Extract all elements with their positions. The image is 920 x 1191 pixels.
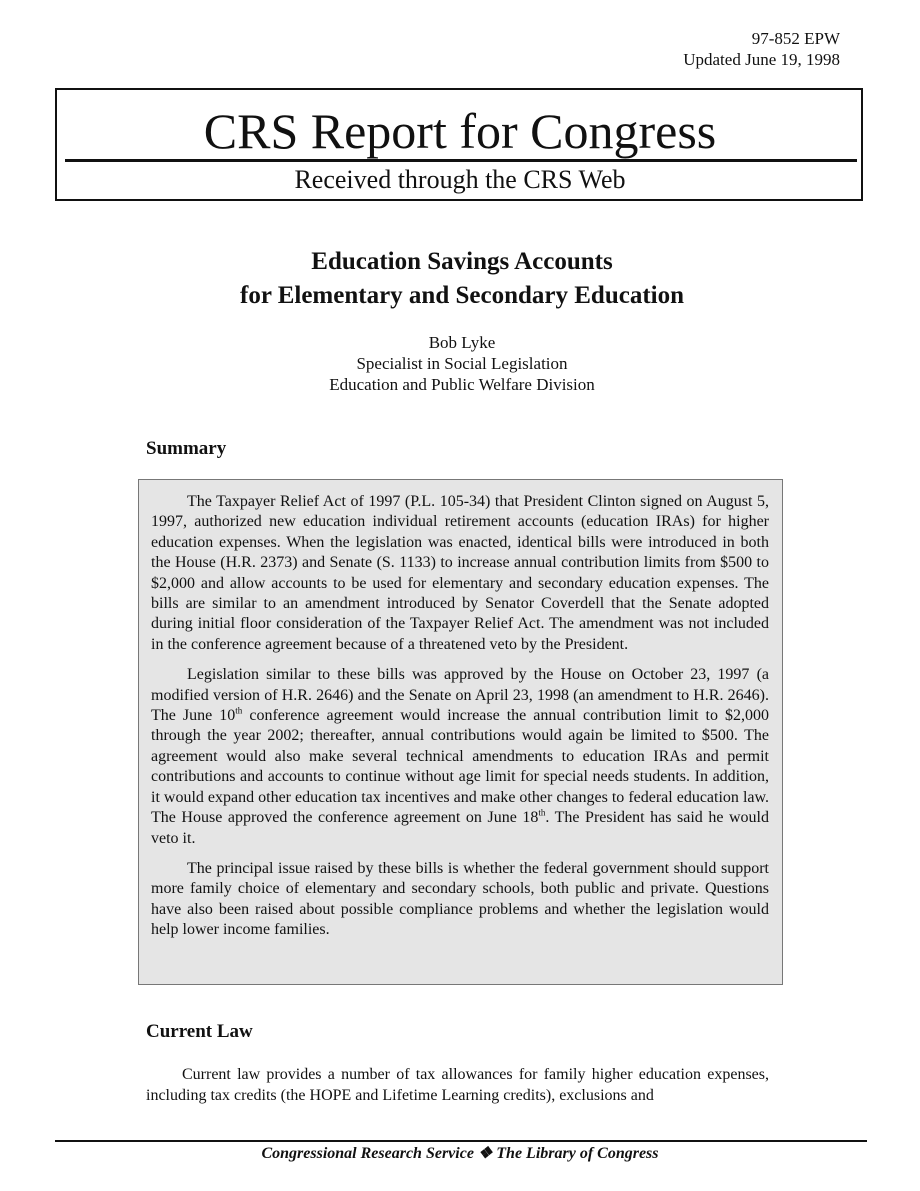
- footer: [0, 1144, 920, 1164]
- report-header-title: CRS Report for Congress: [203, 103, 717, 159]
- summary-p2-part-a: Legislation similar to these bills was approved by the House on October 23, 1997 (a modified version of H.R. 2646) and the Senate on April 23, 1998 (an amendment to H.R. 2646). The June 10: [151, 666, 769, 725]
- author-name: Bob Lyke: [428, 333, 496, 352]
- summary-paragraph-2: [151, 665, 769, 849]
- report-header-subtitle: Received through the CRS Web: [294, 165, 626, 194]
- superscript-th: th: [235, 705, 243, 716]
- document-title-line1: Education Savings Accounts: [311, 248, 613, 275]
- footer-library: The Library of Congress: [496, 1145, 659, 1162]
- summary-text: [151, 492, 769, 951]
- document-title: [0, 245, 920, 313]
- footer-divider: [55, 1140, 867, 1142]
- author-division: Education and Public Welfare Division: [329, 375, 595, 394]
- summary-p2-part-b: conference agreement would increase the annual contribution limit to $2,000 through the year 2002; thereafter, annual contributions would again be limited to $500. The agreement would also make several technical amendments to education IRAs and permit contributions and accounts to continue without age limit for special needs students. In addition, it would expand other education tax incentives and make other changes to federal education law. The House approved the conference agreement on June 18: [151, 707, 770, 827]
- superscript-th: th: [538, 807, 546, 818]
- author-title: Specialist in Social Legislation: [356, 354, 568, 373]
- report-number: 97-852 EPW: [751, 29, 840, 48]
- current-law-heading: Current Law: [146, 1021, 253, 1042]
- diamond-icon: ❖: [477, 1145, 493, 1162]
- report-identifier: [540, 28, 840, 70]
- header-divider: [65, 159, 857, 162]
- summary-paragraph-3: The principal issue raised by these bills is whether the federal government should support more family choice of elementary and secondary schools, both public and private. Questions have also been raised about possible compliance problems and whether the legislation would help lower income families.: [151, 859, 769, 939]
- author-block: [0, 332, 920, 395]
- current-law-text: Current law provides a number of tax allowances for family higher education expenses, including tax credits (the HOPE and Lifetime Learning credits), exclusions and: [146, 1066, 769, 1104]
- summary-paragraph-1: The Taxpayer Relief Act of 1997 (P.L. 105-34) that President Clinton signed on August 5, 1997, authorized new education individual retirement accounts (education IRAs) for higher education expenses. When the legislation was enacted, identical bills were introduced in both the House (H.R. 2373) and Senate (S. 1133) to increase annual contribution limits from $500 to $2,000 and allow accounts to be used for elementary and secondary education expenses. The bills are similar to an amendment introduced by Senator Coverdell that the Senate adopted during initial floor consideration of the Taxpayer Relief Act. The amendment was not included in the conference agreement because of a threatened veto by the President.: [151, 493, 769, 653]
- document-title-line2: for Elementary and Secondary Education: [240, 282, 684, 309]
- summary-p2-part-c: . The President has said he would veto it.: [151, 809, 770, 847]
- footer-crs: Congressional Research Service: [261, 1145, 474, 1162]
- updated-date: Updated June 19, 1998: [683, 50, 840, 69]
- summary-heading: Summary: [146, 438, 227, 459]
